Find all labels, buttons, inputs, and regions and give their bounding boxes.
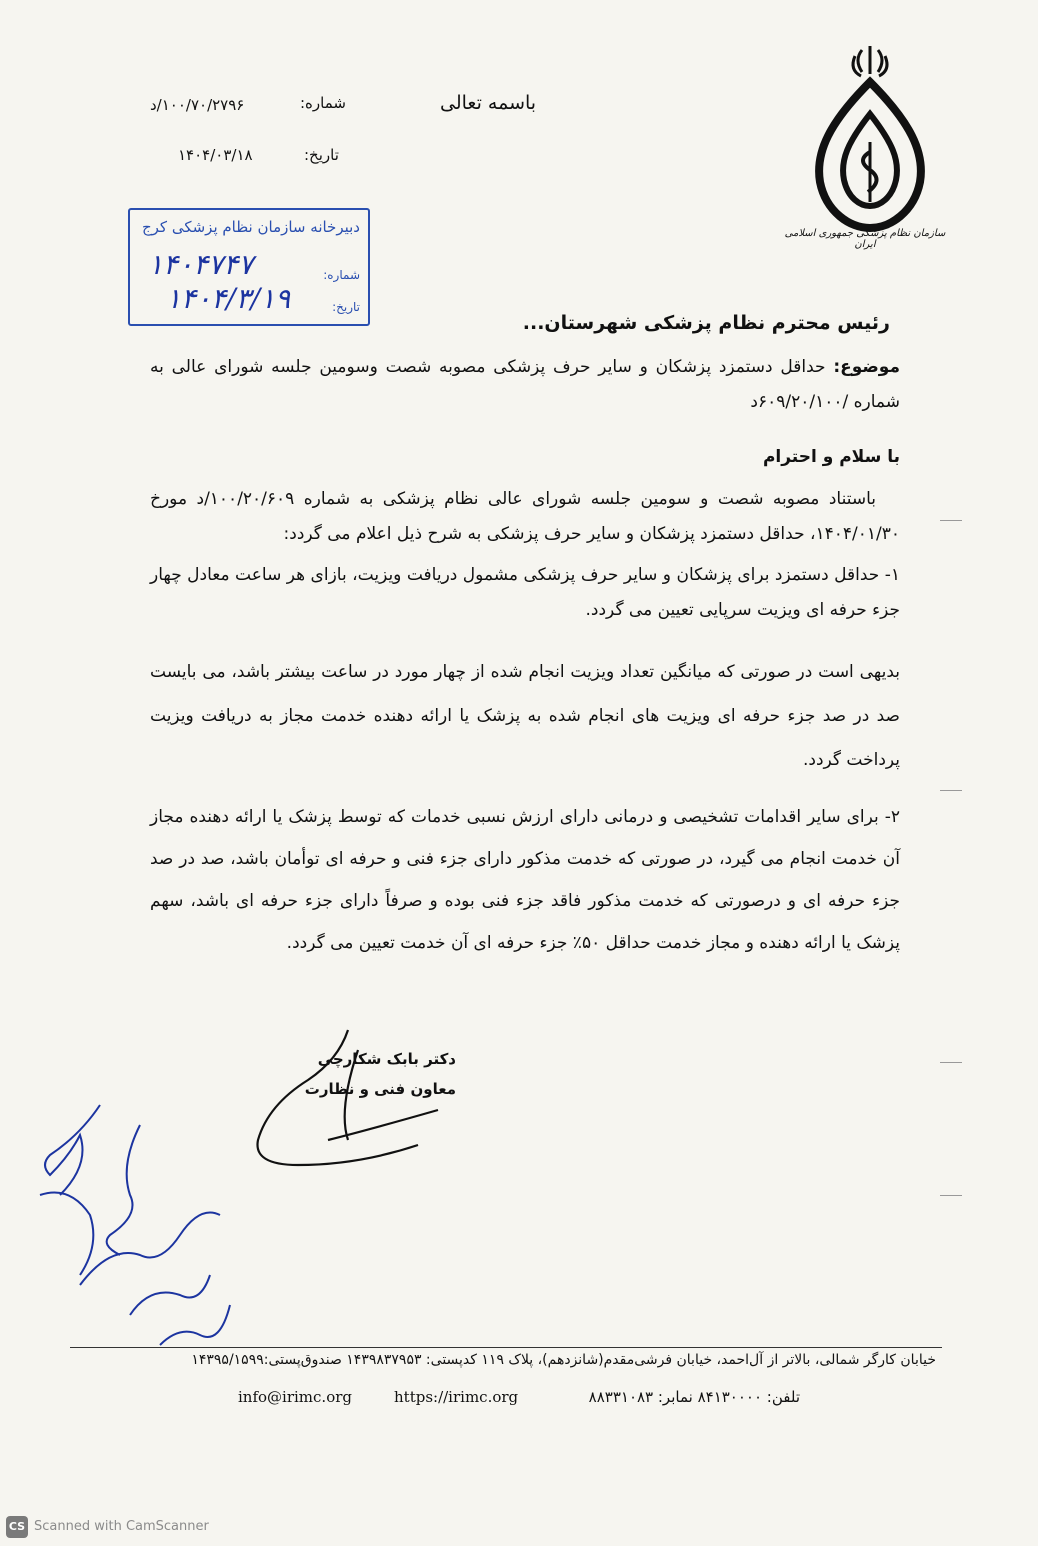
- logo-caption: سازمان نظام پزشکی جمهوری اسلامی ایران: [784, 228, 946, 250]
- camscanner-logo-icon: CS: [6, 1516, 28, 1538]
- item-1: ۱- حداقل دستمزد برای پزشکان و سایر حرف پزشکی مشمول دریافت ویزیت، بازای هر ساعت معادل چهار جزء حرفه ای ویزیت سرپایی تعیین می گردد.: [150, 565, 900, 620]
- margin-mark: [940, 790, 962, 791]
- date-value: ۱۴۰۴/۰۳/۱۸: [178, 146, 253, 164]
- number-value: ۱۰۰/۷۰/۲۷۹۶/د: [150, 96, 245, 114]
- greeting: با سلام و احترام: [762, 447, 900, 467]
- signatory-title: معاون فنی و نظارت: [304, 1080, 456, 1098]
- date-label: تاریخ:: [304, 146, 339, 164]
- footer-address: خیابان کارگر شمالی، بالاتر از آل‌احمد، خیابان فرشی‌مقدم(شانزدهم)، پلاک ۱۱۹ کدپستی: ۱۴۳۹۸۳۷۹۵۳ صندوق‌پستی:۱۴۳۹۵/۱۵۹۹: [191, 1352, 936, 1368]
- footer-website[interactable]: https://irimc.org: [394, 1388, 519, 1406]
- footer-phone: تلفن: ۸۴۱۳۰۰۰۰ نمابر: ۸۸۳۳۱۰۸۳: [588, 1388, 800, 1406]
- stamp-title: دبیرخانه سازمان نظام پزشکی کرج: [141, 218, 360, 236]
- margin-mark: [940, 1062, 962, 1063]
- margin-mark: [940, 520, 962, 521]
- signatory-name: دکتر بابک شکارچی: [317, 1050, 456, 1068]
- item-2: ۲- برای سایر اقدامات تشخیصی و درمانی دارای ارزش نسبی خدمات که توسط پزشک یا ارائه دهنده مجاز آن خدمت انجام می گیرد، در صورتی که خدمت مذکور دارای جزء فنی و حرفه ای توأمان باشد، صد در صد جزء حرفه ای و درصورتی که خدمت مذکور فاقد جزء فنی بوده و صرفاً دارای جزء حرفه ای باشد، سهم پزشک یا ارائه دهنده و مجاز خدمت حداقل ۵۰٪ جزء حرفه ای آن خدمت تعیین می گردد.: [150, 807, 900, 953]
- stamp-number-label: شماره:: [323, 268, 360, 282]
- recipient: رئیس محترم نظام پزشکی شهرستان...: [522, 312, 890, 334]
- stamp-number-value: ۱۴۰۴۷۴۷: [148, 248, 254, 281]
- stamp-date-label: تاریخ:: [332, 300, 360, 314]
- footer-email[interactable]: info@irimc.org: [238, 1388, 353, 1406]
- subject: [150, 350, 900, 420]
- handwritten-margin-note: [20, 1085, 250, 1365]
- registry-stamp: [128, 208, 370, 326]
- stamp-date-value: ۱۴۰۴/۳/۱۹: [166, 282, 291, 315]
- number-label: شماره:: [300, 94, 346, 112]
- emblem-icon: [800, 42, 940, 257]
- margin-mark: [940, 1195, 962, 1196]
- paragraph-2: بدیهی است در صورتی که میانگین تعداد ویزیت انجام شده از چهار مورد در ساعت بیشتر باشد، می بایست صد در صد جزء حرفه ای ویزیت های انجام شده به پزشک یا ارائه دهنده خدمت مجاز به دریافت ویزیت پرداخت گردد.: [150, 662, 900, 770]
- footer-divider: [70, 1347, 942, 1348]
- subject-text: حداقل دستمزد پزشکان و سایر حرف پزشکی مصوبه شصت وسومین جلسه شورای عالی به شماره /۶۰۹/۲۰/۱۰۰د: [150, 357, 900, 412]
- irimc-logo: [784, 42, 946, 257]
- paragraph-1: باستناد مصوبه شصت و سومین جلسه شورای عالی نظام پزشکی به شماره ۱۰۰/۲۰/۶۰۹/د مورخ ۱۴۰۴/۰۱/۳۰، حداقل دستمزد پزشکان و سایر حرف پزشکی به شرح ذیل اعلام می گردد:: [150, 489, 900, 544]
- subject-key: موضوع:: [833, 357, 900, 377]
- bismillah: باسمه تعالی: [440, 92, 537, 114]
- camscanner-watermark: Scanned with CamScanner: [34, 1519, 209, 1534]
